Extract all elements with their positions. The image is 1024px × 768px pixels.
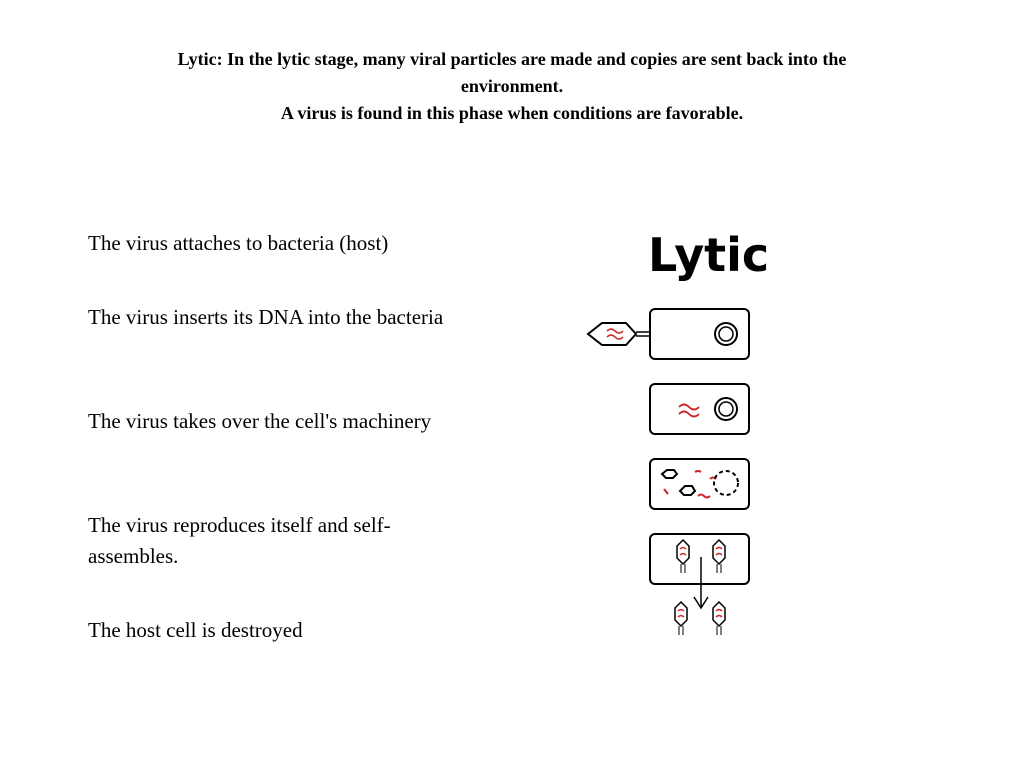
stage-reproduce-illustration bbox=[650, 534, 749, 584]
new-virus-icon bbox=[677, 540, 689, 573]
stage-takeover-illustration bbox=[650, 459, 749, 509]
slide-title bbox=[60, 46, 964, 127]
step-take-over: The virus takes over the cell's machinery bbox=[88, 409, 432, 433]
broken-nucleus-icon bbox=[714, 471, 738, 495]
viral-dna-icon bbox=[679, 405, 699, 417]
lytic-cycle-diagram bbox=[580, 215, 770, 645]
step-destroyed: The host cell is destroyed bbox=[88, 618, 303, 642]
virus-head-icon bbox=[588, 323, 636, 345]
title-line-1: Lytic: In the lytic stage, many viral particles are made and copies are sent back into the bbox=[177, 49, 847, 69]
diagram-heading: Lytic bbox=[648, 228, 770, 282]
virus-part-icon bbox=[680, 486, 695, 495]
step-attach: The virus attaches to bacteria (host) bbox=[88, 231, 389, 255]
stage-insert-illustration bbox=[650, 384, 749, 434]
title-line-2: environment. bbox=[460, 76, 564, 96]
new-virus-icon bbox=[713, 540, 725, 573]
viral-dna-icon bbox=[607, 329, 623, 339]
viral-dna-icon bbox=[695, 471, 701, 472]
stage-attach-illustration bbox=[588, 309, 749, 359]
bacteria-cell-icon bbox=[650, 309, 749, 359]
bacteria-cell-icon bbox=[650, 534, 749, 584]
step-insert-dna: The virus inserts its DNA into the bacteria bbox=[88, 305, 444, 329]
released-virus-icon bbox=[675, 602, 687, 635]
bacteria-cell-icon bbox=[650, 384, 749, 434]
released-virus-icon bbox=[713, 602, 725, 635]
step-reproduce: The virus reproduces itself and self-assembles. bbox=[88, 513, 391, 568]
bacteria-cell-icon bbox=[650, 459, 749, 509]
title-line-3: A virus is found in this phase when conditions are favorable. bbox=[280, 103, 744, 123]
virus-part-icon bbox=[662, 470, 677, 478]
